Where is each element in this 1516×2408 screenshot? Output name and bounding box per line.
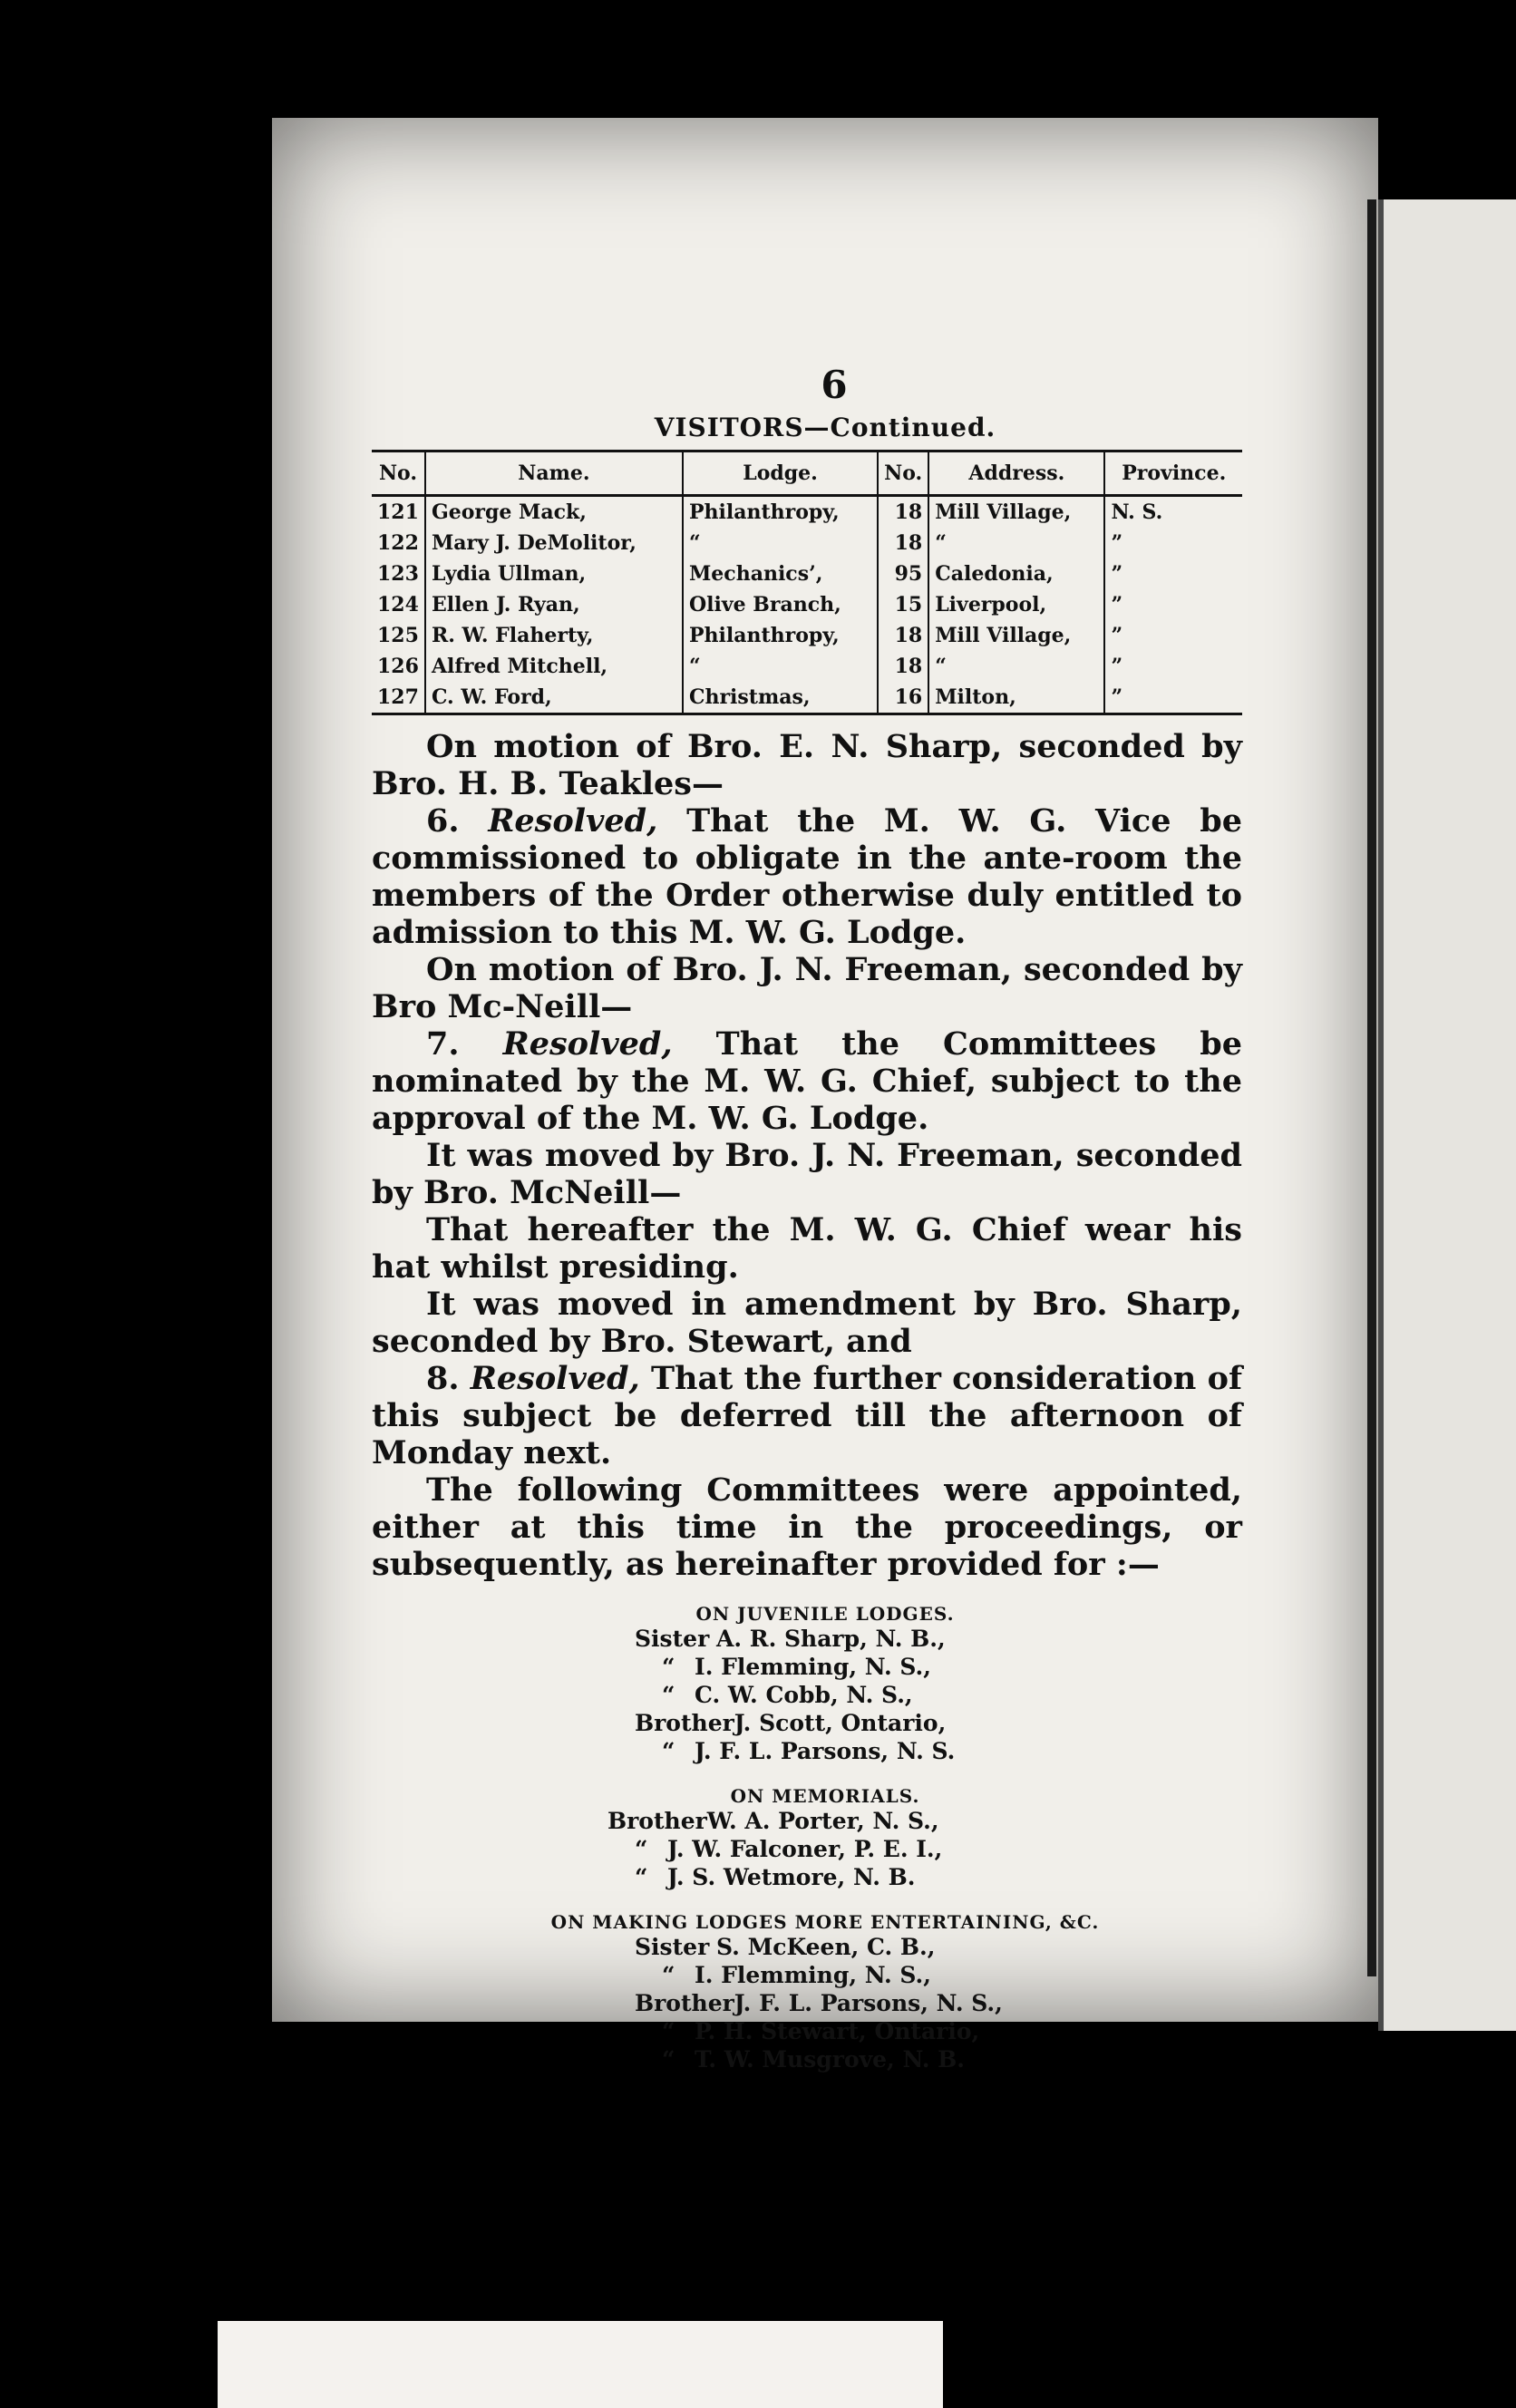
member-name: J. Scott, Ontario, [734,1710,947,1736]
member-title: “ [662,1738,675,1764]
member-title: “ [635,1864,648,1890]
cell-no: 127 [372,682,425,714]
member-name: I. Flemming, N. S., [695,1962,931,1988]
cell-lodge: “ [683,651,878,682]
col-name: Name. [425,452,683,496]
table-row [372,589,1242,620]
committee-member [372,1863,1242,1891]
committee-member [372,2017,1242,2045]
committee-member [372,1933,1242,1961]
book-gutter [1367,199,1376,1976]
member-title: Brother [635,1990,734,2016]
resolution-8: 8. Resolved, That the further consideration of this subject be deferred till the afternoon of Monday next. [372,1360,1242,1471]
committee-member [372,1681,1242,1709]
member-title: Brother [607,1808,707,1834]
cell-no: 124 [372,589,425,620]
cell-lodge-no: 15 [878,589,928,620]
cell-province: ” [1111,593,1123,617]
paragraph: That hereafter the M. W. G. Chief wear his hat whilst presiding. [372,1211,1242,1286]
table-header-row [372,452,1242,496]
member-title: “ [662,2018,675,2044]
cell-lodge-no: 95 [878,558,928,589]
cell-address: “ [928,528,1104,558]
col-lodge-no: No. [878,452,928,496]
cell-province: N. S. [1111,500,1163,524]
paragraph: It was moved in amendment by Bro. Sharp, seconded by Bro. Stewart, and [372,1286,1242,1360]
cell-lodge-no: 18 [878,496,928,529]
committee-member [372,2045,1242,2073]
visitors-table [372,450,1242,715]
cell-address: Liverpool, [928,589,1104,620]
committee-member [372,1989,1242,2017]
cell-lodge-no: 16 [878,682,928,714]
table-row [372,558,1242,589]
table-row [372,496,1242,529]
col-no: No. [372,452,425,496]
committees-list [372,1603,1242,2073]
table-row [372,528,1242,558]
committee-member [372,1653,1242,1681]
cell-lodge: Christmas, [683,682,878,714]
cell-province: ” [1104,682,1242,714]
resolution-7: 7. Resolved, That the Committees be nominated by the M. W. G. Chief, subject to the approval of the M. W. G. Lodge. [372,1025,1242,1137]
member-name: J. S. Wetmore, N. B. [667,1864,916,1890]
committee-member [372,1835,1242,1863]
minutes-text [372,728,1242,1583]
cell-province: ” [1111,655,1123,678]
cell-province: ” [1111,624,1123,647]
cell-name: R. W. Flaherty, [425,620,683,651]
committee-member [372,1709,1242,1737]
table-row [372,682,1242,714]
page-number: 6 [821,363,848,407]
cell-lodge: Olive Branch, [683,589,878,620]
member-name: J. F. L. Parsons, N. S., [734,1990,1003,2016]
cell-address: Caledonia, [928,558,1104,589]
member-title: Sister [635,1626,710,1652]
col-address: Address. [928,452,1104,496]
committee-member [372,1737,1242,1765]
cell-lodge: Mechanics’, [683,558,878,589]
member-title: “ [662,1962,675,1988]
cell-lodge: Philanthropy, [683,496,878,529]
member-name: P. H. Stewart, Ontario, [695,2018,980,2044]
facing-page-edge [1378,199,1516,2031]
member-name: A. R. Sharp, N. B., [716,1626,946,1652]
paragraph: On motion of Bro. J. N. Freeman, seconded by Bro Mc-Neill— [372,951,1242,1025]
page-content [372,363,1242,2073]
member-title: “ [635,1836,648,1862]
table-row [372,620,1242,651]
cell-no: 122 [372,528,425,558]
col-lodge: Lodge. [683,452,878,496]
cell-no: 125 [372,620,425,651]
cell-address: Milton, [928,682,1104,714]
next-page-edge [218,2321,943,2408]
table-row [372,651,1242,682]
member-name: C. W. Cobb, N. S., [695,1682,913,1708]
member-name: T. W. Musgrove, N. B. [695,2046,965,2073]
member-title: Sister [635,1934,710,1960]
cell-province: ” [1111,531,1123,555]
cell-address: Mill Village, [928,620,1104,651]
cell-lodge-no: 18 [878,651,928,682]
cell-name: George Mack, [425,496,683,529]
member-title: “ [662,2046,675,2073]
cell-name: Alfred Mitchell, [425,651,683,682]
cell-name: C. W. Ford, [425,682,683,714]
cell-address: “ [928,651,1104,682]
col-province: Province. [1104,452,1242,496]
member-name: W. A. Porter, N. S., [706,1808,939,1834]
member-name: J. W. Falconer, P. E. I., [667,1836,943,1862]
cell-address: Mill Village, [928,496,1104,529]
committee-heading: ON MAKING LODGES MORE ENTERTAINING, &C. [550,1911,1100,1933]
committee-heading: ON JUVENILE LODGES. [695,1603,955,1625]
member-name: S. McKeen, C. B., [716,1934,936,1960]
cell-no: 126 [372,651,425,682]
table-title: VISITORS—Continued. [654,413,996,442]
member-name: J. F. L. Parsons, N. S. [695,1738,956,1764]
committee-member [372,1807,1242,1835]
cell-name: Lydia Ullman, [425,558,683,589]
cell-lodge-no: 18 [878,528,928,558]
committee-member [372,1961,1242,1989]
committee-heading: ON MEMORIALS. [730,1785,920,1807]
paragraph: On motion of Bro. E. N. Sharp, seconded by Bro. H. B. Teakles— [372,728,1242,802]
member-title: “ [662,1654,675,1680]
cell-lodge: “ [683,528,878,558]
committee-member [372,1625,1242,1653]
member-title: Brother [635,1710,734,1736]
cell-no: 123 [372,558,425,589]
cell-name: Mary J. DeMolitor, [425,528,683,558]
cell-lodge-no: 18 [878,620,928,651]
cell-province: ” [1111,562,1123,586]
cell-no: 121 [372,496,425,529]
paragraph: The following Committees were appointed, either at this time in the proceedings, or subsequently, as hereinafter provided for :— [372,1471,1242,1583]
cell-lodge: Philanthropy, [683,620,878,651]
member-name: I. Flemming, N. S., [695,1654,931,1680]
resolution-6: 6. Resolved, That the M. W. G. Vice be commissioned to obligate in the ante-room the members of the Order otherwise duly entitled to admission to this M. W. G. Lodge. [372,802,1242,951]
paragraph: It was moved by Bro. J. N. Freeman, seconded by Bro. McNeill— [372,1137,1242,1211]
cell-name: Ellen J. Ryan, [425,589,683,620]
member-title: “ [662,1682,675,1708]
